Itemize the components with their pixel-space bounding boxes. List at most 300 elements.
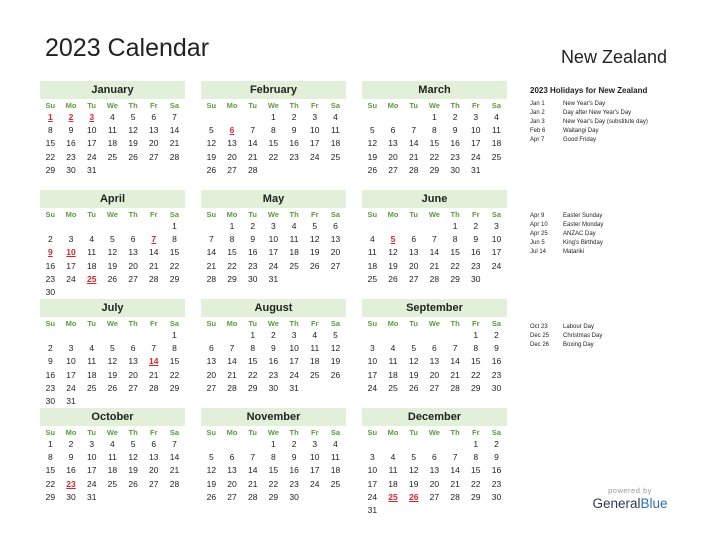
holiday-entry: [530, 109, 648, 118]
day-cell: 29: [227, 273, 237, 284]
weekday-label: Tu: [248, 101, 258, 110]
day-cell: 30: [66, 491, 76, 502]
weekday-label: We: [267, 101, 279, 110]
day-cell: 27: [227, 164, 237, 175]
weekday-label: We: [106, 319, 118, 328]
holiday-day: 14: [149, 356, 159, 367]
weekday-label: Tu: [409, 428, 419, 437]
day-cell: 1: [473, 330, 479, 340]
day-cell: 7: [172, 439, 177, 449]
day-cell: 17: [86, 138, 97, 149]
day-cell: 28: [149, 273, 159, 284]
day-cell: 15: [45, 465, 56, 476]
day-cell: 21: [227, 369, 237, 380]
day-cell: 24: [471, 151, 481, 162]
day-cell: 9: [494, 452, 499, 463]
day-cell: 2: [68, 439, 74, 449]
holiday-entry: [530, 323, 602, 332]
day-cell: 2: [494, 439, 499, 449]
day-cell: 1: [473, 439, 479, 449]
holiday-day: 6: [229, 125, 235, 136]
weekday-label: Tu: [248, 210, 258, 219]
empty-cell: [123, 329, 144, 342]
empty-cell: [362, 438, 383, 451]
day-cell: 13: [128, 247, 138, 258]
day-cell: 17: [310, 138, 320, 149]
day-cell: 16: [289, 465, 299, 476]
weekday-label: Th: [289, 101, 299, 110]
day-cell: 19: [367, 151, 378, 162]
empty-cell: [143, 220, 164, 233]
day-cell: 9: [271, 343, 276, 354]
holiday-day: 1: [47, 112, 53, 122]
day-cell: 7: [208, 234, 214, 245]
holiday-day: 3: [89, 112, 95, 122]
weekday-label: We: [428, 210, 440, 219]
weekday-label: Th: [450, 101, 460, 110]
day-cell: 5: [369, 125, 375, 136]
empty-cell: [403, 220, 424, 233]
empty-cell: [424, 438, 445, 451]
day-cell: 11: [310, 343, 320, 354]
holiday-name: New Year's Day: [563, 101, 606, 107]
empty-cell: [403, 438, 424, 451]
holiday-day: 10: [66, 247, 76, 258]
day-cell: 14: [206, 247, 217, 258]
weekday-label: Mo: [387, 319, 399, 328]
day-cell: 27: [128, 273, 138, 284]
day-cell: 26: [408, 382, 419, 393]
day-cell: 5: [411, 452, 417, 463]
day-cell: 12: [206, 465, 217, 476]
day-cell: 10: [471, 125, 481, 136]
day-cell: 9: [47, 356, 53, 367]
day-cell: 17: [310, 465, 320, 476]
holiday-name: New Year's Day (substitute day): [563, 119, 648, 125]
day-cell: 10: [289, 343, 299, 354]
weekday-label: We: [106, 101, 118, 110]
empty-cell: [222, 329, 243, 342]
day-cell: 29: [268, 491, 279, 502]
weekday-label: Mo: [226, 319, 238, 328]
holiday-day: 2: [68, 112, 74, 122]
day-cell: 4: [333, 112, 338, 122]
day-cell: 18: [86, 369, 97, 380]
day-cell: 4: [333, 439, 338, 449]
day-cell: 9: [452, 125, 458, 136]
day-cell: 6: [333, 221, 338, 231]
weekday-label: Sa: [330, 210, 341, 219]
day-cell: 24: [86, 151, 97, 162]
month-grid: [201, 317, 346, 395]
empty-cell: [123, 220, 144, 233]
day-cell: 13: [128, 356, 138, 367]
day-cell: 17: [268, 247, 279, 258]
day-cell: 27: [149, 478, 159, 489]
month-grid: [40, 99, 185, 177]
empty-cell: [201, 438, 222, 451]
holiday-list-q2: [530, 212, 603, 257]
brand-logo: [588, 496, 672, 511]
day-cell: 14: [450, 465, 460, 476]
weekday-label: Fr: [311, 319, 319, 328]
day-cell: 9: [68, 452, 74, 463]
holiday-date: Feb 6: [530, 128, 546, 134]
day-cell: 28: [149, 382, 159, 393]
day-cell: 21: [450, 369, 460, 380]
day-cell: 25: [107, 478, 118, 489]
day-cell: 17: [367, 369, 378, 380]
weekday-label: Su: [206, 428, 217, 437]
day-cell: 26: [128, 151, 138, 162]
empty-cell: [362, 111, 383, 124]
holiday-name: Boxing Day: [563, 342, 594, 348]
day-cell: 13: [149, 125, 159, 136]
day-cell: 6: [411, 234, 417, 245]
day-cell: 8: [452, 234, 458, 245]
day-cell: 30: [247, 273, 258, 284]
day-cell: 10: [310, 452, 320, 463]
day-cell: 20: [408, 260, 419, 271]
empty-cell: [201, 111, 222, 124]
day-cell: 23: [45, 273, 56, 284]
weekday-label: Mo: [387, 101, 399, 110]
day-cell: 23: [491, 478, 502, 489]
empty-cell: [445, 438, 466, 451]
weekday-label: Tu: [87, 428, 97, 437]
holiday-list-q1: [530, 100, 648, 145]
weekday-label: Mo: [387, 428, 399, 437]
empty-cell: [403, 329, 424, 342]
day-cell: 28: [408, 164, 419, 175]
day-cell: 20: [429, 369, 440, 380]
weekday-label: Sa: [491, 428, 502, 437]
day-cell: 6: [432, 452, 437, 463]
powered-by-text: powered by: [608, 486, 652, 495]
day-cell: 26: [107, 382, 118, 393]
day-cell: 12: [330, 343, 341, 354]
month-header: July: [40, 299, 185, 317]
day-cell: 18: [367, 260, 378, 271]
day-cell: 19: [310, 247, 320, 258]
weekday-label: Tu: [248, 319, 258, 328]
day-cell: 7: [151, 343, 157, 354]
day-cell: 20: [206, 369, 217, 380]
weekday-label: Fr: [150, 319, 158, 328]
day-cell: 3: [68, 234, 74, 245]
day-cell: 19: [128, 465, 138, 476]
day-cell: 15: [429, 138, 440, 149]
day-cell: 3: [369, 452, 375, 463]
day-cell: 7: [250, 125, 256, 136]
day-cell: 24: [310, 478, 320, 489]
day-cell: 4: [369, 234, 375, 245]
day-cell: 26: [367, 164, 378, 175]
weekday-label: Mo: [65, 210, 77, 219]
day-cell: 3: [494, 221, 499, 231]
day-cell: 31: [289, 382, 299, 393]
weekday-label: We: [106, 210, 118, 219]
holiday-entry: [530, 118, 648, 127]
day-cell: 7: [452, 452, 458, 463]
day-cell: 20: [388, 151, 398, 162]
day-cell: 8: [250, 343, 256, 354]
month-header: December: [362, 408, 507, 426]
day-cell: 12: [367, 138, 378, 149]
day-cell: 6: [229, 452, 235, 463]
day-cell: 11: [388, 356, 398, 367]
day-cell: 6: [208, 343, 214, 354]
day-cell: 15: [268, 138, 279, 149]
holiday-date: Jan 1: [530, 101, 545, 107]
weekday-label: We: [267, 428, 279, 437]
day-cell: 22: [471, 369, 481, 380]
day-cell: 20: [330, 247, 341, 258]
day-cell: 23: [268, 369, 279, 380]
holiday-date: Oct 23: [530, 324, 548, 330]
day-cell: 6: [432, 343, 437, 354]
holiday-day: 7: [151, 234, 157, 245]
day-cell: 25: [330, 151, 341, 162]
month-april: [40, 190, 185, 299]
day-cell: 6: [151, 112, 157, 122]
day-cell: 22: [169, 369, 180, 380]
day-cell: 22: [471, 478, 481, 489]
month-grid: [40, 317, 185, 408]
day-cell: 22: [268, 151, 279, 162]
day-cell: 12: [107, 356, 118, 367]
weekday-label: Su: [367, 428, 378, 437]
day-cell: 14: [227, 356, 237, 367]
day-cell: 24: [289, 369, 299, 380]
empty-cell: [383, 329, 404, 342]
month-december: [362, 408, 507, 517]
day-cell: 7: [229, 343, 235, 354]
weekday-label: We: [428, 101, 440, 110]
day-cell: 28: [450, 382, 460, 393]
month-header: April: [40, 190, 185, 208]
day-cell: 18: [107, 138, 118, 149]
day-cell: 2: [291, 439, 297, 449]
day-cell: 16: [450, 138, 460, 149]
page-title: 2023 Calendar: [45, 34, 210, 62]
weekday-label: Th: [128, 210, 138, 219]
day-cell: 14: [429, 247, 440, 258]
day-cell: 9: [68, 125, 74, 136]
month-grid: [40, 208, 185, 299]
weekday-label: Sa: [491, 101, 502, 110]
weekday-label: Su: [45, 319, 56, 328]
month-march: [362, 81, 507, 177]
month-october: [40, 408, 185, 504]
month-february: [201, 81, 346, 177]
day-cell: 1: [452, 221, 458, 231]
day-cell: 13: [330, 234, 341, 245]
day-cell: 20: [128, 260, 138, 271]
holiday-date: Apr 7: [530, 137, 545, 143]
day-cell: 17: [491, 247, 502, 258]
holiday-day: 25: [388, 491, 398, 502]
day-cell: 23: [45, 382, 56, 393]
day-cell: 11: [107, 125, 117, 136]
day-cell: 4: [89, 234, 95, 245]
day-cell: 9: [291, 452, 297, 463]
day-cell: 3: [312, 439, 318, 449]
day-cell: 20: [128, 369, 138, 380]
empty-cell: [81, 220, 102, 233]
weekday-label: Su: [45, 210, 56, 219]
day-cell: 8: [473, 343, 479, 354]
day-cell: 26: [206, 164, 217, 175]
weekday-label: Su: [367, 101, 378, 110]
day-cell: 15: [227, 247, 237, 258]
month-grid: [201, 208, 346, 286]
weekday-label: Tu: [409, 101, 419, 110]
day-cell: 21: [408, 151, 419, 162]
day-cell: 12: [310, 234, 320, 245]
holiday-name: Labour Day: [563, 324, 595, 330]
day-cell: 30: [289, 491, 299, 502]
day-cell: 12: [408, 465, 419, 476]
day-cell: 19: [330, 356, 341, 367]
day-cell: 24: [86, 478, 97, 489]
day-cell: 19: [206, 151, 217, 162]
day-cell: 27: [408, 273, 419, 284]
day-cell: 15: [450, 247, 460, 258]
weekday-label: Sa: [169, 210, 180, 219]
day-cell: 3: [369, 343, 375, 354]
weekday-label: Sa: [491, 210, 502, 219]
day-cell: 30: [491, 491, 502, 502]
day-cell: 18: [491, 138, 502, 149]
day-cell: 7: [452, 343, 458, 354]
day-cell: 20: [227, 478, 237, 489]
day-cell: 3: [89, 439, 95, 449]
holidays-title: 2023 Holidays for New Zealand: [530, 86, 648, 95]
holiday-date: Dec 25: [530, 333, 550, 339]
day-cell: 20: [227, 151, 237, 162]
month-november: [201, 408, 346, 504]
day-cell: 13: [429, 465, 440, 476]
day-cell: 10: [367, 356, 378, 367]
weekday-label: Sa: [169, 428, 180, 437]
weekday-label: Sa: [330, 319, 341, 328]
day-cell: 2: [271, 330, 276, 340]
day-cell: 13: [149, 452, 159, 463]
empty-cell: [102, 220, 123, 233]
day-cell: 30: [450, 164, 460, 175]
footer-branding: [588, 486, 672, 511]
day-cell: 10: [491, 234, 502, 245]
day-cell: 29: [450, 273, 460, 284]
day-cell: 25: [107, 151, 118, 162]
day-cell: 15: [247, 356, 258, 367]
holiday-name: Christmas Day: [563, 333, 603, 339]
day-cell: 31: [367, 504, 378, 515]
day-cell: 11: [331, 452, 340, 463]
holiday-entry: [530, 136, 648, 145]
day-cell: 6: [390, 125, 396, 136]
day-cell: 20: [429, 478, 440, 489]
holiday-name: Matariki: [563, 249, 585, 255]
day-cell: 15: [268, 465, 279, 476]
weekday-label: Sa: [330, 101, 341, 110]
weekday-label: Mo: [387, 210, 399, 219]
weekday-label: Th: [450, 428, 460, 437]
day-cell: 16: [471, 247, 481, 258]
day-cell: 19: [107, 369, 118, 380]
day-cell: 1: [271, 439, 276, 449]
day-cell: 14: [408, 138, 419, 149]
day-cell: 23: [450, 151, 460, 162]
day-cell: 19: [107, 260, 118, 271]
day-cell: 24: [66, 382, 76, 393]
weekday-label: Mo: [65, 101, 77, 110]
day-cell: 31: [86, 491, 97, 502]
day-cell: 19: [388, 260, 398, 271]
day-cell: 9: [494, 343, 499, 354]
day-cell: 5: [411, 343, 417, 354]
month-header: February: [201, 81, 346, 99]
day-cell: 27: [128, 382, 138, 393]
weekday-label: Su: [45, 101, 56, 110]
day-cell: 29: [429, 164, 440, 175]
empty-cell: [383, 111, 404, 124]
holiday-entry: [530, 332, 602, 341]
weekday-label: Fr: [150, 428, 158, 437]
weekday-label: Su: [206, 319, 217, 328]
day-cell: 16: [66, 138, 76, 149]
day-cell: 12: [408, 356, 419, 367]
day-cell: 30: [491, 382, 502, 393]
day-cell: 21: [169, 138, 180, 149]
day-cell: 21: [149, 369, 159, 380]
day-cell: 28: [247, 164, 258, 175]
day-cell: 31: [86, 164, 97, 175]
day-cell: 5: [130, 439, 136, 449]
day-cell: 30: [268, 382, 279, 393]
weekday-label: Fr: [311, 101, 319, 110]
empty-cell: [81, 329, 102, 342]
month-header: October: [40, 408, 185, 426]
day-cell: 11: [388, 465, 398, 476]
day-cell: 26: [206, 491, 217, 502]
month-header: November: [201, 408, 346, 426]
day-cell: 11: [367, 247, 377, 258]
month-january: [40, 81, 185, 177]
day-cell: 22: [247, 369, 258, 380]
day-cell: 18: [310, 356, 320, 367]
day-cell: 9: [473, 234, 479, 245]
day-cell: 16: [45, 260, 56, 271]
day-cell: 29: [471, 491, 481, 502]
holiday-name: Good Friday: [563, 137, 597, 143]
day-cell: 21: [429, 260, 440, 271]
day-cell: 31: [268, 273, 279, 284]
weekday-label: Tu: [409, 319, 419, 328]
day-cell: 2: [47, 234, 53, 245]
day-cell: 5: [312, 221, 318, 231]
month-header: September: [362, 299, 507, 317]
empty-cell: [201, 329, 222, 342]
day-cell: 23: [66, 151, 76, 162]
day-cell: 27: [227, 491, 237, 502]
day-cell: 13: [429, 356, 440, 367]
day-cell: 12: [128, 125, 138, 136]
empty-cell: [362, 220, 383, 233]
day-cell: 15: [169, 247, 180, 258]
day-cell: 17: [471, 138, 481, 149]
